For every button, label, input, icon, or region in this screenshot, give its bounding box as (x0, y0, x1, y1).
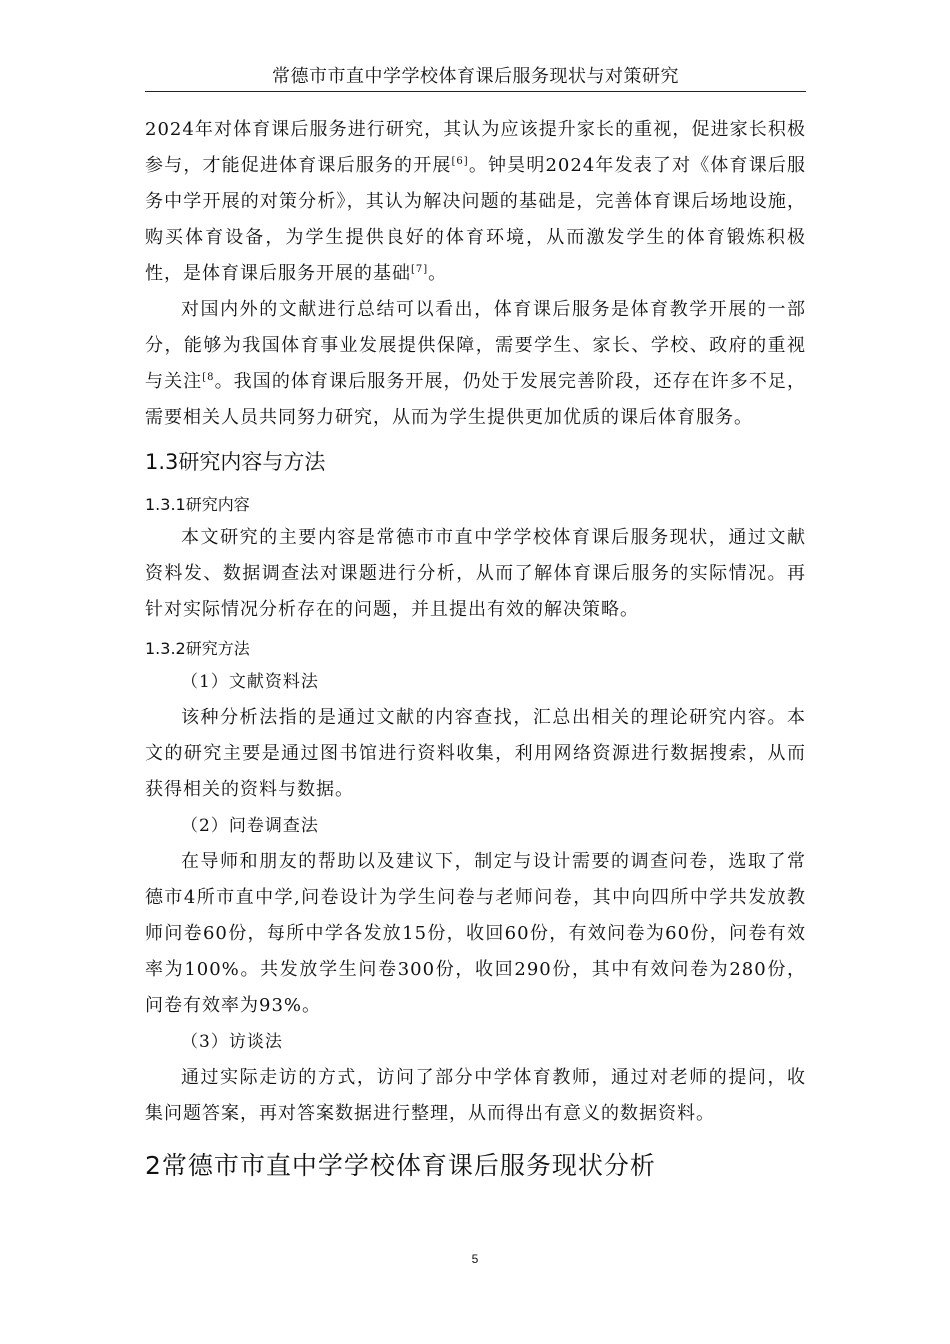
citation-ref: [8 (202, 372, 215, 383)
citation-ref: [6] (451, 156, 469, 167)
paragraph-method-questionnaire: 在导师和朋友的帮助以及建议下，制定与设计需要的调查问卷，选取了常德市4所市直中学,问卷设计为学生问卷与老师问卷，其中向四所中学共发放教师问卷60份，每所中学各发放15份，收回60份，有效问卷为60份，问卷有效率为100%。共发放学生问卷300份，收回290份，其中有效问卷为280份，问卷有效率为93%。 (145, 851, 806, 1016)
paragraph-research-content: 本文研究的主要内容是常德市市直中学学校体育课后服务现状，通过文献资料发、数据调查法对课题进行分析，从而了解体育课后服务的实际情况。再针对实际情况分析存在的问题，并且提出有效的解决策略。 (145, 527, 806, 620)
subsection-heading-1-3-1: 1.3.1研究内容 (145, 495, 250, 514)
paragraph-text: 对国内外的文献进行总结可以看出，体育课后服务是体育教学开展的一部分，能够为我国体育事业发展提供保障，需要学生、家长、学校、政府的重视与关注 (145, 299, 806, 392)
paragraph-text: 。 (428, 263, 448, 284)
paragraph-literature-review-end (145, 112, 806, 292)
page-body (145, 112, 806, 1186)
chapter-heading-2: 2常德市市直中学学校体育课后服务现状分析 (145, 1151, 656, 1180)
method-title-interview: （3）访谈法 (181, 1032, 283, 1052)
method-title-questionnaire: （2）问卷调查法 (181, 816, 319, 836)
subsection-heading-1-3-2: 1.3.2研究方法 (145, 639, 250, 658)
page-number: 5 (471, 1252, 479, 1266)
running-header: 常德市市直中学学校体育课后服务现状与对策研究 (272, 66, 679, 87)
citation-ref: [7] (411, 264, 429, 275)
paragraph-method-interview: 通过实际走访的方式，访问了部分中学体育教师，通过对老师的提问，收集问题答案，再对答案数据进行整理，从而得出有意义的数据资料。 (145, 1067, 806, 1124)
paragraph-text: 。钟昊明2024年发表了对《体育课后服务中学开展的对策分析》，其认为解决问题的基础是，完善体育课后场地设施，购买体育设备，为学生提供良好的体育环境，从而激发学生的体育锻炼积极性，是体育课后服务开展的基础 (145, 155, 807, 284)
paragraph-summary (145, 292, 806, 436)
paragraph-method-literature: 该种分析法指的是通过文献的内容查找，汇总出相关的理论研究内容。本文的研究主要是通过图书馆进行资料收集，利用网络资源进行数据搜索，从而获得相关的资料与数据。 (145, 707, 806, 800)
section-heading-1-3: 1.3研究内容与方法 (145, 450, 326, 474)
method-title-literature: （1）文献资料法 (181, 672, 319, 692)
header-rule (145, 91, 806, 92)
paragraph-text: 2024年对体育课后服务进行研究，其认为应该提升家长的重视，促进家长积极参与，才能促进体育课后服务的开展 (145, 119, 806, 176)
paragraph-text: 。我国的体育课后服务开展，仍处于发展完善阶段，还存在许多不足，需要相关人员共同努力研究，从而为学生提供更加优质的课后体育服务。 (145, 371, 807, 428)
